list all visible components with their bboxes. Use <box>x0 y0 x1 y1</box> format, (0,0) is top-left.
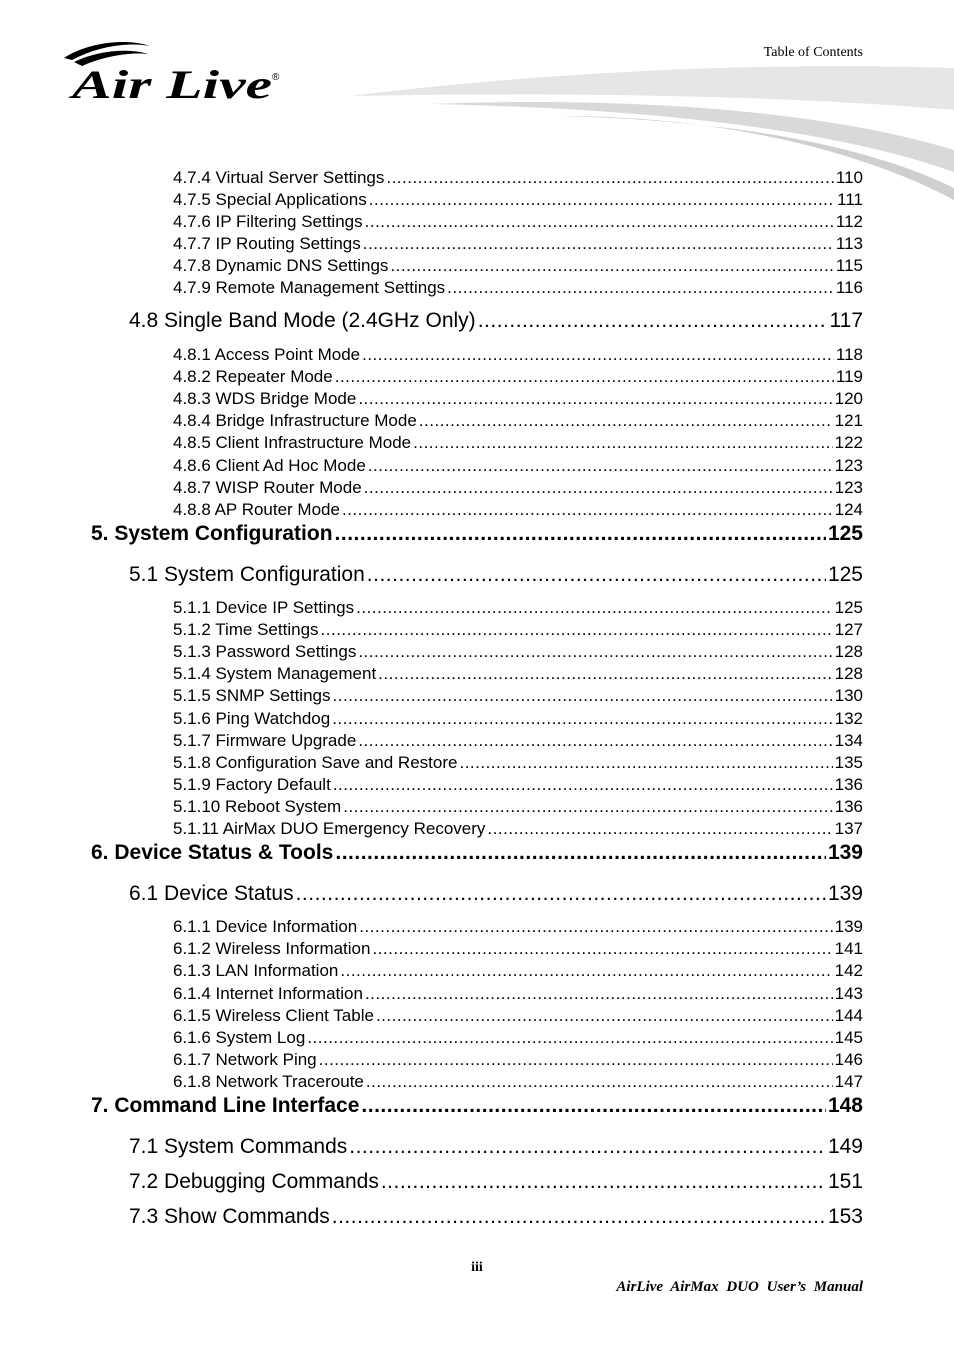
toc-entry-title: 5.1.4 System Management <box>173 664 377 683</box>
toc-entry-title: 4.8.8 AP Router Mode <box>173 500 340 519</box>
svg-text:Air Live: Air Live <box>67 62 272 107</box>
toc-entry-title: 4.8.4 Bridge Infrastructure Mode <box>173 411 417 430</box>
toc-entry-page: 153 <box>827 1205 863 1228</box>
toc-dot-leader <box>365 984 833 1004</box>
toc-entry[interactable] <box>173 256 863 276</box>
toc-entry[interactable] <box>173 234 863 254</box>
toc-entry-page: 128 <box>834 642 863 661</box>
toc-dot-leader <box>335 367 834 387</box>
toc-entry-title: 4.7.4 Virtual Server Settings <box>173 168 385 187</box>
toc-entry-title: 6.1.8 Network Traceroute <box>173 1072 364 1091</box>
toc-dot-leader <box>363 234 834 254</box>
toc-entry-title: 4.7.8 Dynamic DNS Settings <box>173 256 389 275</box>
toc-entry-page: 149 <box>827 1135 863 1158</box>
toc-entry[interactable] <box>91 841 863 865</box>
toc-entry[interactable] <box>129 882 863 906</box>
toc-entry[interactable] <box>173 984 863 1004</box>
toc-dot-leader <box>362 345 834 365</box>
toc-entry-title: 4.7.9 Remote Management Settings <box>173 278 446 297</box>
svg-text:®: ® <box>272 72 280 83</box>
toc-entry-title: 5.1.3 Password Settings <box>173 642 357 661</box>
toc-entry-title: 5.1.6 Ping Watchdog <box>173 709 331 728</box>
toc-entry[interactable] <box>173 797 863 817</box>
toc-dot-leader <box>366 1072 833 1092</box>
toc-dot-leader <box>369 190 835 210</box>
toc-entry-page: 147 <box>834 1072 863 1091</box>
toc-entry[interactable] <box>173 775 863 795</box>
toc-dot-leader <box>321 620 833 640</box>
toc-entry[interactable] <box>173 345 863 365</box>
toc-entry-page: 110 <box>835 168 863 187</box>
toc-dot-leader <box>390 256 833 276</box>
toc-entry-title: 7.3 Show Commands <box>129 1205 330 1228</box>
toc-entry-title: 5.1 System Configuration <box>129 563 365 586</box>
toc-entry-page: 112 <box>835 212 863 231</box>
toc-dot-leader <box>343 797 832 817</box>
toc-entry-page: 116 <box>835 278 863 297</box>
toc-dot-leader <box>376 1006 833 1026</box>
toc-entry-page: 130 <box>834 686 863 705</box>
toc-entry-title: 5. System Configuration <box>91 522 333 545</box>
toc-entry-page: 123 <box>834 456 863 475</box>
toc-entry-page: 111 <box>837 190 863 209</box>
toc-dot-leader <box>368 456 833 476</box>
toc-dot-leader <box>381 1170 826 1194</box>
toc-dot-leader <box>340 961 832 981</box>
toc-entry[interactable] <box>173 1028 863 1048</box>
toc-dot-leader <box>358 642 832 662</box>
toc-entry[interactable] <box>91 1094 863 1118</box>
toc-dot-leader <box>372 939 832 959</box>
toc-entry-title: 4.7.5 Special Applications <box>173 190 367 209</box>
toc-entry-page: 122 <box>834 433 863 452</box>
toc-entry-page: 117 <box>829 309 863 332</box>
toc-entry-title: 4.7.6 IP Filtering Settings <box>173 212 363 231</box>
toc-entry[interactable] <box>173 686 863 706</box>
toc-entry-page: 125 <box>827 522 863 545</box>
toc-entry[interactable] <box>91 522 863 546</box>
toc-dot-leader <box>307 1028 832 1048</box>
toc-entry-title: 6.1.5 Wireless Client Table <box>173 1006 374 1025</box>
toc-dot-leader <box>356 598 833 618</box>
toc-dot-leader <box>359 917 832 937</box>
toc-entry[interactable] <box>173 500 863 520</box>
toc-entry[interactable] <box>173 212 863 232</box>
toc-entry-page: 118 <box>835 345 863 364</box>
toc-entry[interactable] <box>129 1205 863 1229</box>
toc-entry-title: 5.1.7 Firmware Upgrade <box>173 731 357 750</box>
toc-entry-page: 119 <box>835 367 863 386</box>
toc-dot-leader <box>296 882 826 906</box>
toc-entry[interactable] <box>173 620 863 640</box>
toc-entry-title: 4.8.2 Repeater Mode <box>173 367 333 386</box>
toc-entry[interactable] <box>173 411 863 431</box>
toc-dot-leader <box>365 212 834 232</box>
toc-entry-title: 5.1.2 Time Settings <box>173 620 319 639</box>
toc-entry-page: 142 <box>834 961 863 980</box>
toc-entry-page: 145 <box>834 1028 863 1047</box>
toc-entry-title: 5.1.5 SNMP Settings <box>173 686 331 705</box>
toc-entry-page: 144 <box>834 1006 863 1025</box>
toc-entry-page: 137 <box>834 819 863 838</box>
toc-entry[interactable] <box>173 664 863 684</box>
toc-entry-title: 4.8.1 Access Point Mode <box>173 345 361 364</box>
toc-entry[interactable] <box>173 1072 863 1092</box>
toc-entry-page: 121 <box>834 411 863 430</box>
toc-entry-title: 5.1.9 Factory Default <box>173 775 331 794</box>
toc-dot-leader <box>358 389 832 409</box>
toc-entry-title: 6.1.1 Device Information <box>173 917 358 936</box>
toc-entry-title: 6.1 Device Status <box>129 882 294 905</box>
toc-entry-title: 4.8 Single Band Mode (2.4GHz Only) <box>129 309 476 332</box>
toc-dot-leader <box>335 522 826 546</box>
toc-entry[interactable] <box>129 1135 863 1159</box>
toc-entry[interactable] <box>173 642 863 662</box>
toc-entry-title: 7.1 System Commands <box>129 1135 348 1158</box>
toc-entry-title: 5.1.8 Configuration Save and Restore <box>173 753 458 772</box>
toc-entry-page: 127 <box>834 620 863 639</box>
toc-entry-page: 139 <box>827 882 863 905</box>
footer-manual-title: AirLive AirMax DUO User’s Manual <box>616 1279 863 1295</box>
toc-entry-page: 132 <box>834 709 863 728</box>
toc-entry-title: 6.1.4 Internet Information <box>173 984 363 1003</box>
toc-entry-page: 125 <box>834 598 863 617</box>
toc-entry-page: 124 <box>834 500 863 519</box>
toc-entry-page: 125 <box>827 563 863 586</box>
toc-entry-title: 5.1.10 Reboot System <box>173 797 342 816</box>
toc-dot-leader <box>361 1094 826 1118</box>
toc-entry-page: 134 <box>834 731 863 750</box>
toc-dot-leader <box>447 278 834 298</box>
toc-entry-title: 5.1.11 AirMax DUO Emergency Recovery <box>173 819 486 838</box>
toc-entry-page: 151 <box>827 1170 863 1193</box>
toc-entry[interactable] <box>173 278 863 298</box>
toc-entry-page: 143 <box>834 984 863 1003</box>
toc-dot-leader <box>342 500 833 520</box>
toc-entry-page: 146 <box>834 1050 863 1069</box>
toc-dot-leader <box>459 753 832 773</box>
toc-entry-page: 113 <box>835 234 863 253</box>
toc-entry[interactable] <box>173 1050 863 1070</box>
toc-entry-title: 4.8.6 Client Ad Hoc Mode <box>173 456 366 475</box>
toc-dot-leader <box>349 1135 826 1159</box>
toc-entry[interactable] <box>173 367 863 387</box>
toc-entry-page: 141 <box>834 939 863 958</box>
toc-entry[interactable] <box>173 389 863 409</box>
toc-entry[interactable] <box>173 456 863 476</box>
toc-entry[interactable] <box>173 190 863 210</box>
toc-entry-page: 135 <box>834 753 863 772</box>
toc-entry[interactable] <box>173 731 863 751</box>
toc-entry-page: 148 <box>827 1094 863 1117</box>
toc-entry-page: 115 <box>835 256 863 275</box>
toc-entry-title: 7.2 Debugging Commands <box>129 1170 379 1193</box>
toc-entry[interactable] <box>173 478 863 498</box>
toc-entry[interactable] <box>129 309 863 333</box>
toc-entry-page: 120 <box>834 389 863 408</box>
toc-entry-title: 6.1.7 Network Ping <box>173 1050 317 1069</box>
toc-entry-title: 4.8.3 WDS Bridge Mode <box>173 389 357 408</box>
toc-dot-leader <box>378 664 832 684</box>
toc-entry-title: 5.1.1 Device IP Settings <box>173 598 355 617</box>
toc-entry-title: 4.7.7 IP Routing Settings <box>173 234 361 253</box>
toc-entry-title: 6.1.2 Wireless Information <box>173 939 371 958</box>
toc-entry[interactable] <box>129 1170 863 1194</box>
toc-entry[interactable] <box>173 917 863 937</box>
toc-entry-title: 6.1.6 System Log <box>173 1028 306 1047</box>
toc-entry[interactable] <box>129 563 863 587</box>
toc-dot-leader <box>419 411 833 431</box>
toc-entry-page: 139 <box>834 917 863 936</box>
toc-entry-title: 4.8.5 Client Infrastructure Mode <box>173 433 412 452</box>
toc-dot-leader <box>332 709 832 729</box>
toc-dot-leader <box>333 775 833 795</box>
footer-page-number: iii <box>471 1260 483 1275</box>
toc-entry-title: 4.8.7 WISP Router Mode <box>173 478 362 497</box>
toc-dot-leader <box>478 309 828 333</box>
toc-entry[interactable] <box>173 598 863 618</box>
toc-entry[interactable] <box>173 433 863 453</box>
header-section-label: Table of Contents <box>763 45 863 60</box>
toc-dot-leader <box>332 1205 826 1229</box>
toc-entry-page: 128 <box>834 664 863 683</box>
toc-entry[interactable] <box>173 753 863 773</box>
toc-dot-leader <box>367 563 826 587</box>
toc-entry[interactable] <box>173 939 863 959</box>
toc-entry[interactable] <box>173 1006 863 1026</box>
toc-dot-leader <box>319 1050 833 1070</box>
toc-entry-title: 6.1.3 LAN Information <box>173 961 339 980</box>
toc-entry-page: 136 <box>834 797 863 816</box>
toc-entry[interactable] <box>173 168 863 188</box>
toc-entry-page: 139 <box>827 841 863 864</box>
toc-entry[interactable] <box>173 961 863 981</box>
toc-entry-title: 7. Command Line Interface <box>91 1094 360 1117</box>
toc-dot-leader <box>386 168 834 188</box>
toc-entry-page: 123 <box>834 478 863 497</box>
toc-entry-page: 136 <box>834 775 863 794</box>
toc-dot-leader <box>358 731 832 751</box>
toc-dot-leader <box>364 478 833 498</box>
toc-dot-leader <box>413 433 833 453</box>
airlive-logo <box>58 38 288 108</box>
toc-entry-title: 6. Device Status & Tools <box>91 841 334 864</box>
toc-entry[interactable] <box>173 709 863 729</box>
toc-dot-leader <box>487 819 832 839</box>
toc-dot-leader <box>333 686 833 706</box>
toc-entry[interactable] <box>173 819 863 839</box>
toc-dot-leader <box>335 841 826 865</box>
